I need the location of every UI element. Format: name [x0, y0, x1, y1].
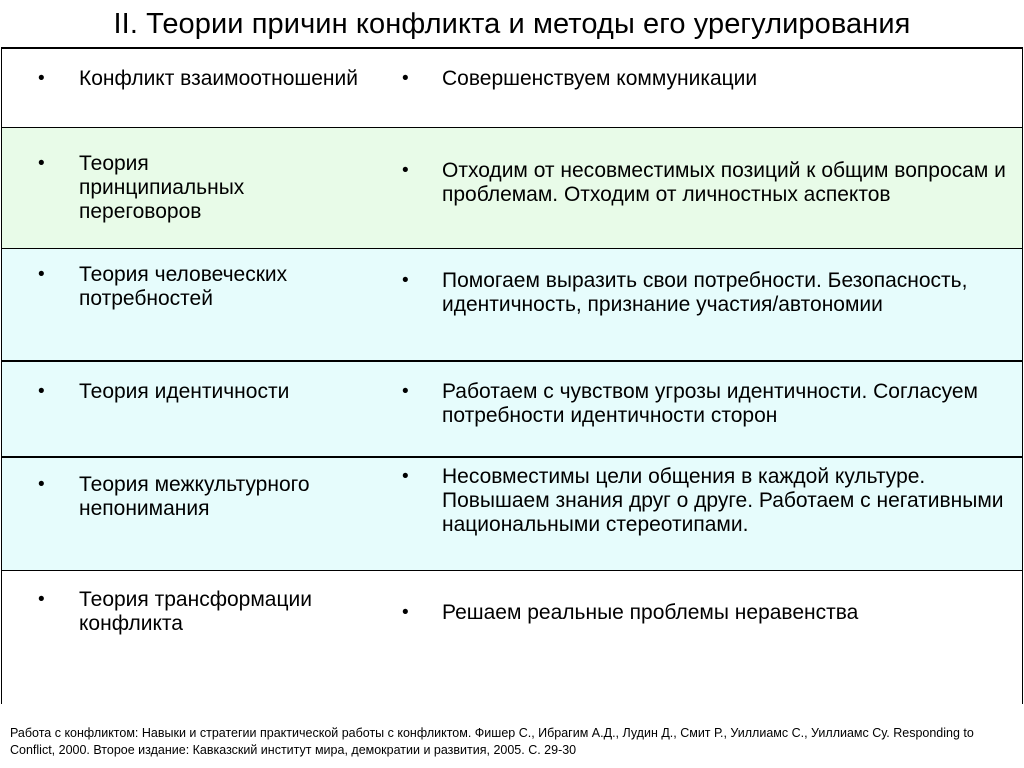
theories-table: [1, 47, 1023, 704]
bullet: •: [402, 466, 409, 487]
table-row: [2, 49, 1022, 128]
bullet: •: [38, 153, 45, 174]
theory-cell: Теория человеческих потребностей: [79, 263, 288, 310]
method-cell: Решаем реальные проблемы неравенства: [442, 601, 859, 624]
theory-cell: Теория идентичности: [79, 380, 290, 403]
theory-cell: Теория трансформации конфликта: [79, 588, 312, 635]
method-cell: Работаем с чувством угрозы идентичности. Согласуем потребности идентичности сторон: [442, 380, 978, 427]
table-row: [2, 570, 1022, 704]
method-cell: Совершенствуем коммуникации: [442, 67, 758, 90]
bullet: •: [38, 381, 45, 402]
bullet: •: [38, 589, 45, 610]
bullet: •: [402, 381, 409, 402]
table-row: [2, 456, 1022, 571]
bullet: •: [38, 264, 45, 285]
bullet: •: [38, 474, 45, 495]
theory-cell: Теория межкультурного непонимания: [79, 473, 310, 520]
bullet: •: [402, 270, 409, 291]
table-row: [2, 248, 1022, 361]
table-row: [2, 127, 1022, 249]
bullet: •: [402, 68, 409, 89]
bullet: •: [38, 68, 45, 89]
method-cell: Помогаем выразить свои потребности. Безопасность, идентичность, признание участия/автономии: [442, 269, 968, 316]
table-row: [2, 360, 1022, 457]
citation-footnote: Работа с конфликтом: Навыки и стратегии практической работы с конфликтом. Фишер С., Ибрагим А.Д., Лудин Д., Смит Р., Уиллиамс С., Уиллиамс Су. Responding to Conflict, 2000. Второе издание: Кавказский институт мира, демократии и развития, 2005. С. 29-30: [10, 726, 974, 757]
method-cell: Несовместимы цели общения в каждой культуре. Повышаем знания друг о друге. Работаем с негативными национальными стереотипами.: [442, 465, 1004, 536]
theory-cell: Конфликт взаимоотношений: [79, 67, 358, 90]
bullet: •: [402, 602, 409, 623]
bullet: •: [402, 160, 409, 181]
theory-cell: Теория принципиальных переговоров: [79, 152, 245, 223]
method-cell: Отходим от несовместимых позиций к общим вопросам и проблемам. Отходим от личностных аспектов: [442, 159, 1006, 206]
slide-title: II. Теории причин конфликта и методы его урегулирования: [113, 8, 911, 40]
